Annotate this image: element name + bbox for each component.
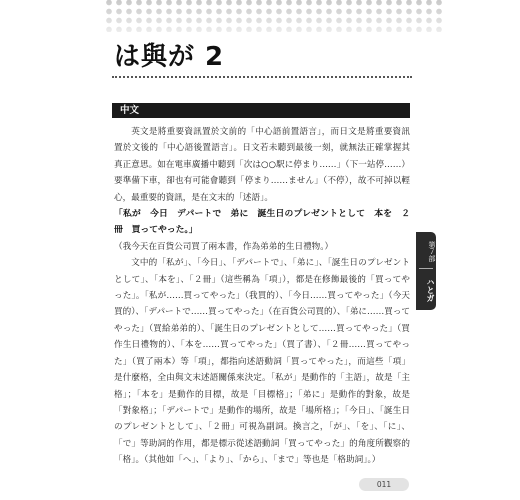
section-heading: 中文 — [112, 103, 410, 118]
paragraph-analysis: 文中的「私が」、「今日」、「デパートで」、「弟に」、「誕生日のプレゼントとして」、「本を」、「２冊」（這些稱為「項」），都是在修飾最後的「買ってやった」。「私が……買ってやった」（我買的）、「今日……買ってやった」（今天買的）、「デパートで……買ってやった」（在百貨公司買的）、「弟に……買ってやった」（買給弟弟的）、「誕生日のプレゼントとして……買ってやった」（買作生日禮物的）、「本を……買ってやった」（買了書）、「２冊……買ってやった」（買了兩本）等「項」，都指向述語動詞「買ってやった」，而這些「項」是什麼格，全由與文末述語關係來決定。「私が」是動作的「主語」，故是「主格」；「本を」是動作的目標，故是「目標格」；「弟に」是動作的對象，故是「對象格」；「デパートで」是動作的場所，故是「場所格」；「今日」、「誕生日のプレゼントとして」、「２冊」可視為副詞。換言之，「が」、「を」、「に」、「で」等助詞的作用，都是標示從述語動詞「買ってやった」的角度所觀察的「格」。（其他如「へ」、「より」、「から」、「まで」等也是「格助詞」。） — [114, 258, 410, 466]
chapter-name-label: ハとガ — [426, 278, 435, 302]
title-divider — [112, 76, 412, 78]
page-title: は與が 2 — [114, 42, 225, 72]
example-sentence-translation: （我今天在百貨公司買了兩本書，作為弟弟的生日禮物。） — [114, 241, 334, 252]
chapter-part-label: 第７部 — [428, 240, 436, 262]
example-sentence-japanese: 「私が 今日 デパートで 弟に 誕生日のプレゼントとして 本を ２冊 買ってやった。」 — [114, 209, 410, 236]
chapter-side-tab — [416, 232, 436, 310]
header-dot-fade — [104, 0, 444, 32]
body-text — [114, 124, 410, 469]
paragraph-intro: 英文是將重要資訊置於文前的「中心語前置語言」，而日文是將重要資訊置於文後的「中心語後置語言」。日文若未聽到最後一刻，就無法正確掌握其真正意思。如在電車廣播中聽到「次は○○駅に停まり……」（下一站停……）要準備下車，卻也有可能會聽到「停まり……ません」（不停），故不可掉以輕心，最重要的資訊，是在文末的「述語」。 — [114, 127, 410, 203]
page-number: 011 — [359, 478, 409, 491]
side-tab-divider — [419, 268, 433, 269]
